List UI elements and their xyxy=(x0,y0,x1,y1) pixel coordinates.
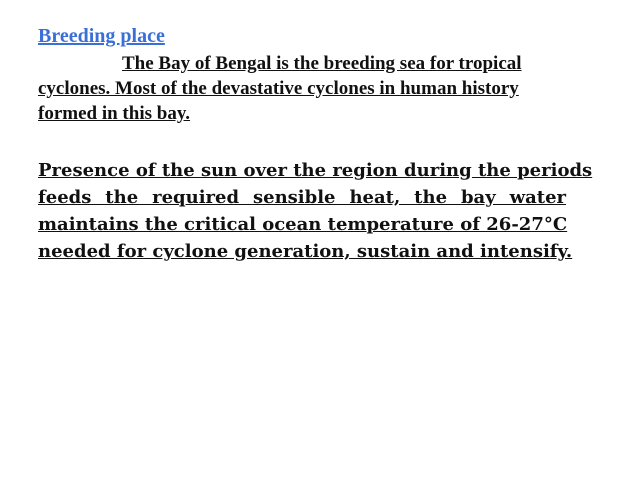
paragraph-line: needed for cyclone generation, sustain and intensify. xyxy=(38,241,573,262)
paragraph-line: The Bay of Bengal is the breeding sea for tropical xyxy=(122,53,522,74)
paragraph-sun-heat xyxy=(38,157,593,265)
slide-heading: Breeding place xyxy=(38,25,165,47)
paragraph-breeding-sea xyxy=(38,51,578,126)
paragraph-line: formed in this bay. xyxy=(38,103,191,124)
paragraph-line: Presence of the sun over the region during the periods xyxy=(38,160,593,181)
paragraph-line: maintains the critical ocean temperature of 26-27°C xyxy=(38,214,568,235)
paragraph-line: feeds the required sensible heat, the bay water xyxy=(38,187,566,208)
paragraph-line: cyclones. Most of the devastative cyclones in human history xyxy=(38,78,519,99)
